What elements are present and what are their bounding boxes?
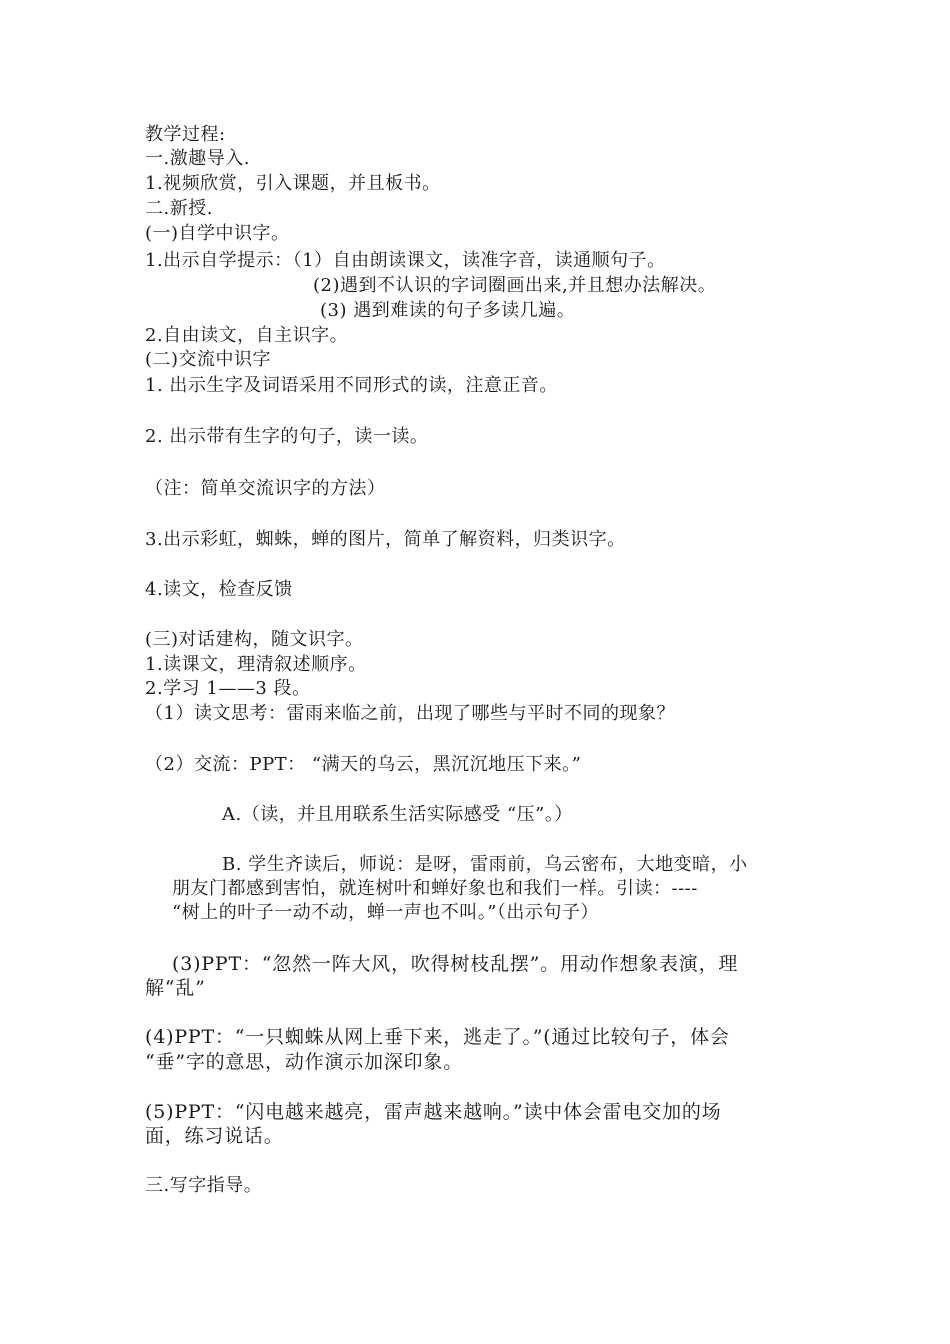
self-study-tip-1: 1.出示自学提示：（1）自由朗读课文，读准字音，读通顺句子。 (145, 250, 666, 271)
subsection-one-title: (一)自学中识字。 (145, 223, 290, 244)
subsection-two-item-3: 3.出示彩虹，蜘蛛，蝉的图片，简单了解资料，归类识字。 (145, 529, 626, 550)
subsection-three-title: (三)对话建构，随文识字。 (145, 629, 364, 650)
section-one-title: 一.激趣导入. (145, 148, 250, 169)
activity-b-line-2: 朋友门都感到害怕，就连树叶和蝉好象也和我们一样。引读：---- (172, 878, 698, 899)
self-study-tip-2: (2)遇到不认识的字词圈画出来,并且想办法解决。 (313, 275, 717, 296)
note-line: （注：简单交流识字的方法） (145, 478, 386, 499)
subsection-two-item-1: 1. 出示生字及词语采用不同形式的读，注意正音。 (145, 375, 558, 396)
ppt-5-line-2: 面，练习说话。 (145, 1125, 284, 1147)
activity-b-line-1: B. 学生齐读后，师说：是呀，雷雨前，乌云密布，大地变暗，小 (222, 854, 748, 875)
section-three-title: 三.写字指导。 (145, 1175, 263, 1196)
subsection-three-item-1: 1.读课文，理清叙述顺序。 (145, 654, 367, 675)
ppt-4-line-1: (4)PPT：“一只蜘蛛从网上垂下来，逃走了。”(通过比较句子，体会 (145, 1026, 730, 1048)
subsection-two-item-4: 4.读文，检查反馈 (145, 579, 293, 600)
ppt-3-line-2: 解“乱” (145, 977, 206, 999)
subsection-two-title: (二)交流中识字 (145, 349, 272, 370)
section-one-item-1: 1.视频欣赏，引入课题，并且板书。 (145, 173, 441, 194)
subsection-two-item-2: 2. 出示带有生字的句子，读一读。 (145, 426, 429, 447)
subsection-three-item-2: 2.学习 1——3 段。 (145, 678, 311, 699)
heading-teaching-process: 教学过程: (145, 124, 226, 145)
ppt-5-line-1: (5)PPT：“闪电越来越亮，雷声越来越响。”读中体会雷电交加的场 (145, 1101, 722, 1123)
ppt-4-line-2: “垂”字的意思，动作演示加深印象。 (145, 1051, 464, 1073)
activity-b-line-3: “树上的叶子一动不动，蝉一声也不叫。”（出示句子） (172, 902, 599, 923)
activity-a: A.（读，并且用联系生活实际感受 “压”。） (222, 804, 573, 825)
exchange-ppt-1: （2）交流：PPT： “满天的乌云，黑沉沉地压下来。” (145, 754, 582, 775)
subsection-one-item-2: 2.自由读文，自主识字。 (145, 325, 349, 346)
section-two-title: 二.新授. (145, 198, 213, 219)
question-1: （1）读文思考：雷雨来临之前，出现了哪些与平时不同的现象？ (145, 703, 675, 724)
ppt-3-line-1: (3)PPT：“忽然一阵大风，吹得树枝乱摆”。用动作想象表演，理 (172, 953, 739, 975)
self-study-tip-3: (3) 遇到难读的句子多读几遍。 (320, 300, 576, 321)
